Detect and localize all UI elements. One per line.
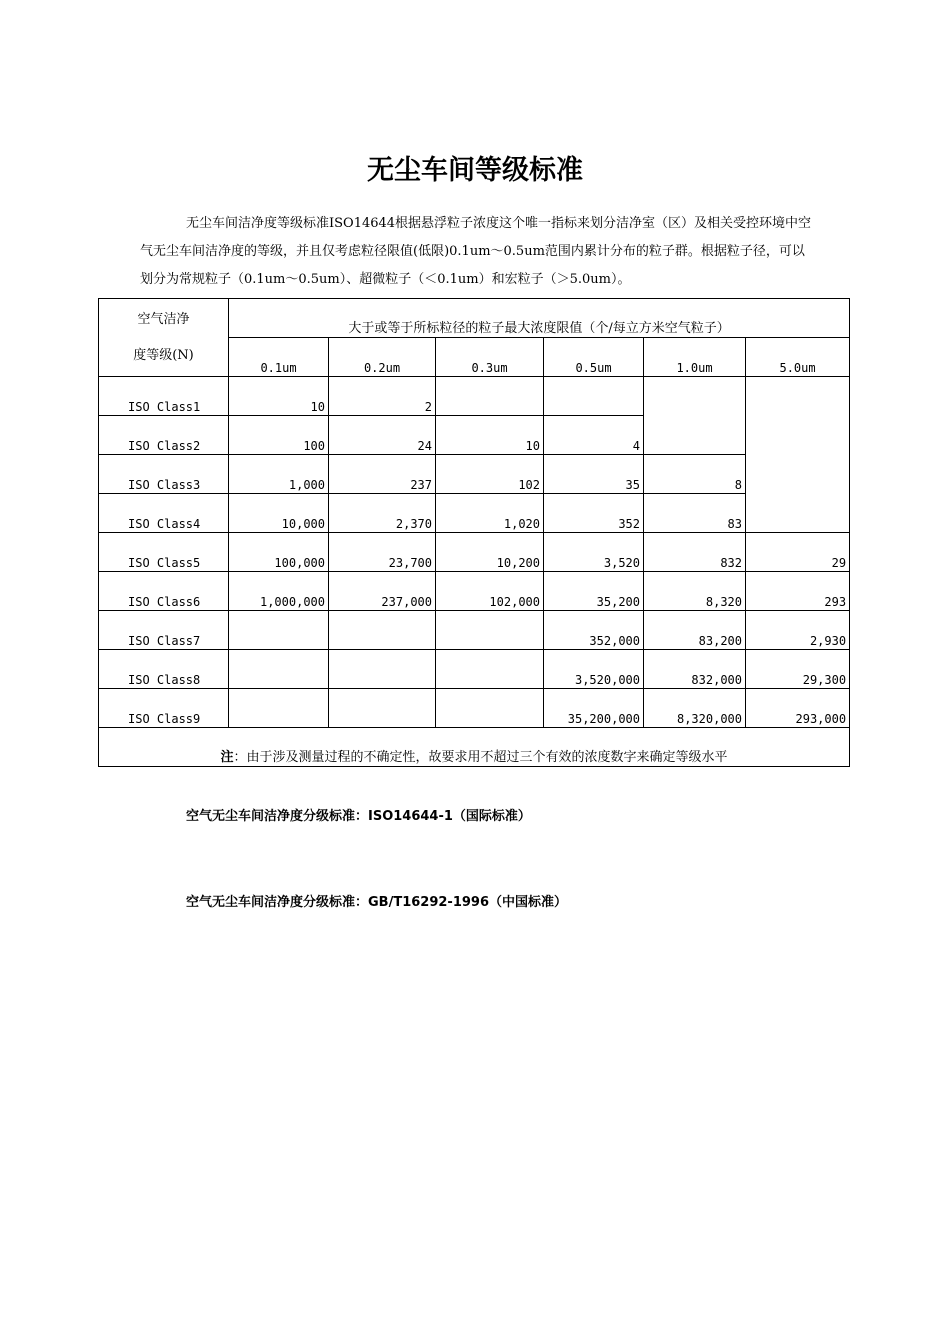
value-cell: [229, 611, 329, 650]
value-cell: [746, 377, 850, 533]
value-cell: 8,320: [644, 572, 746, 611]
size-header: 0.1um: [229, 338, 329, 377]
value-cell: 35,200: [544, 572, 644, 611]
table-row: [99, 533, 850, 572]
value-cell: 352: [544, 494, 644, 533]
value-cell: 10,200: [436, 533, 544, 572]
class-label: ISO Class9: [99, 689, 229, 728]
class-label: ISO Class7: [99, 611, 229, 650]
value-cell: 100: [229, 416, 329, 455]
value-cell: 1,000: [229, 455, 329, 494]
table-row: [99, 494, 850, 533]
class-header-line2: 度等级(N): [133, 348, 194, 363]
cleanroom-class-table: [98, 298, 850, 767]
value-cell: [436, 377, 544, 416]
value-cell: [436, 650, 544, 689]
size-header: 0.2um: [329, 338, 436, 377]
value-cell: 2,930: [746, 611, 850, 650]
value-cell: 293,000: [746, 689, 850, 728]
value-cell: 4: [544, 416, 644, 455]
note-label: 注: [220, 750, 234, 765]
table-row: [99, 650, 850, 689]
intro-paragraph: 无尘车间洁净度等级标准ISO14644根据悬浮粒子浓度这个唯一指标来划分洁净室（区）及相关受控环境中空气无尘车间洁净度的等级，并且仅考虑粒径限值(低限)0.1um～0.5um范围内累计分布的粒子群。根据粒子径，可以划分为常规粒子（0.1um～0.5um）、超微粒子（＜0.1um）和宏粒子（＞5.0um）。: [140, 216, 812, 287]
value-cell: [436, 611, 544, 650]
size-header: 1.0um: [644, 338, 746, 377]
page-title: 无尘车间等级标准: [367, 155, 583, 186]
class-label: ISO Class8: [99, 650, 229, 689]
class-label: ISO Class6: [99, 572, 229, 611]
value-cell: 1,000,000: [229, 572, 329, 611]
note-text: ：由于涉及测量过程的不确定性，故要求用不超过三个有效的浓度数字来确定等级水平: [233, 750, 728, 765]
value-cell: 100,000: [229, 533, 329, 572]
value-cell: 8: [644, 455, 746, 494]
table-row: [99, 455, 850, 494]
class-header-line1: 空气洁净: [137, 312, 190, 327]
class-header-cell: [99, 299, 229, 377]
value-cell: [436, 689, 544, 728]
value-cell: 24: [329, 416, 436, 455]
table-row: [99, 611, 850, 650]
value-cell: 102: [436, 455, 544, 494]
value-cell: 35,200,000: [544, 689, 644, 728]
value-cell: [229, 689, 329, 728]
value-cell: 3,520: [544, 533, 644, 572]
value-cell: 29: [746, 533, 850, 572]
value-cell: 83,200: [644, 611, 746, 650]
value-cell: 10: [436, 416, 544, 455]
value-cell: 2,370: [329, 494, 436, 533]
value-cell: [329, 689, 436, 728]
iso-standard-heading: 空气无尘车间洁净度分级标准：ISO14644-1（国际标准）: [186, 809, 531, 824]
value-cell: 23,700: [329, 533, 436, 572]
class-label: ISO Class5: [99, 533, 229, 572]
table-row: [99, 689, 850, 728]
value-cell: 29,300: [746, 650, 850, 689]
class-label: ISO Class4: [99, 494, 229, 533]
value-cell: 1,020: [436, 494, 544, 533]
value-cell: 352,000: [544, 611, 644, 650]
value-cell: 832,000: [644, 650, 746, 689]
value-cell: 83: [644, 494, 746, 533]
gb-standard-heading: 空气无尘车间洁净度分级标准：GB/T16292-1996（中国标准）: [186, 895, 567, 910]
value-cell: [329, 611, 436, 650]
table-row: [99, 572, 850, 611]
class-label: ISO Class1: [99, 377, 229, 416]
value-cell: [544, 377, 644, 416]
value-cell: 10: [229, 377, 329, 416]
value-cell: 102,000: [436, 572, 544, 611]
concentration-group-header: 大于或等于所标粒径的粒子最大浓度限值（个/每立方米空气粒子）: [229, 299, 850, 338]
value-cell: [229, 650, 329, 689]
class-label: ISO Class2: [99, 416, 229, 455]
class-label: ISO Class3: [99, 455, 229, 494]
value-cell: 35: [544, 455, 644, 494]
value-cell: 832: [644, 533, 746, 572]
size-header: 5.0um: [746, 338, 850, 377]
value-cell: [329, 650, 436, 689]
table-row: [99, 377, 850, 416]
size-header: 0.3um: [436, 338, 544, 377]
value-cell: 3,520,000: [544, 650, 644, 689]
value-cell: 237,000: [329, 572, 436, 611]
table-note: [99, 728, 850, 767]
value-cell: 293: [746, 572, 850, 611]
value-cell: 8,320,000: [644, 689, 746, 728]
value-cell: [644, 377, 746, 455]
size-header: 0.5um: [544, 338, 644, 377]
value-cell: 10,000: [229, 494, 329, 533]
value-cell: 2: [329, 377, 436, 416]
value-cell: 237: [329, 455, 436, 494]
